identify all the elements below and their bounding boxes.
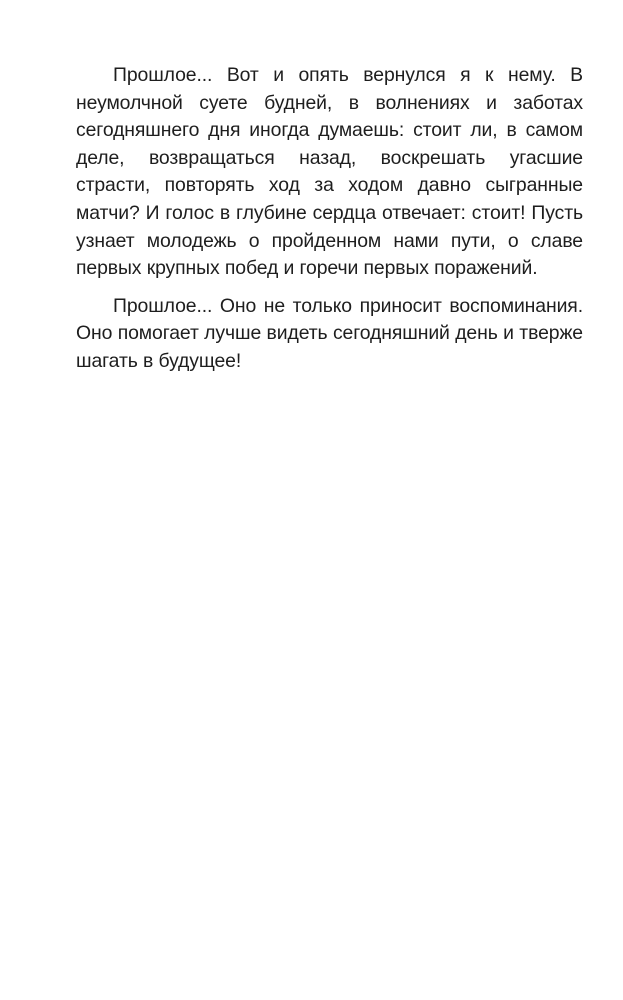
page-text	[76, 62, 583, 386]
paragraph-2: Прошлое... Оно не только приносит воспоминания. Оно помогает лучше видеть сегодняшний день и тверже шагать в будущее!	[76, 294, 583, 372]
paragraph-1: Прошлое... Вот и опять вернулся я к нему. В неумолчной суете будней, в волнениях и заботах сегодняшнего дня иногда думаешь: стоит ли, в самом деле, возвращаться назад, воскрешать угасшие страсти, повторять ход за ходом давно сыгранные матчи? И голос в глубине сердца отвечает: стоит! Пусть узнает молодежь о пройденном нами пути, о славе первых крупных побед и горечи первых поражений.	[76, 64, 583, 280]
